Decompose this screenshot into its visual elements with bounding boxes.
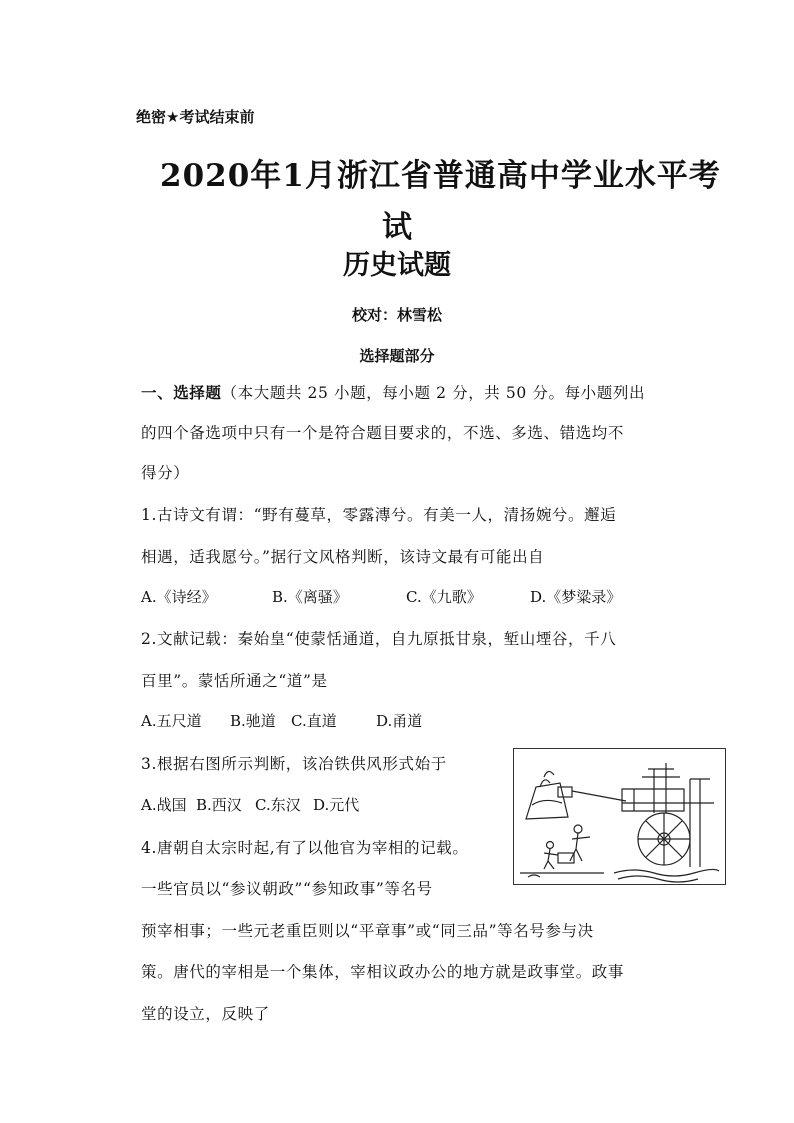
question-3-option-c: C.东汉 <box>255 796 301 814</box>
iron-smelting-illustration <box>513 748 726 885</box>
question-1-option-b: B.《离骚》 <box>272 588 348 606</box>
question-2-option-a: A.五尺道 <box>141 712 202 730</box>
air-pipe <box>572 791 626 801</box>
water-bellows-drawing <box>514 749 725 884</box>
question-2-line1: 2.文献记载：秦始皇“使蒙恬通道，自九原抵甘泉，堑山堙谷，千八 <box>141 630 617 648</box>
proofreader: 校对：林雪松 <box>351 306 442 324</box>
question-2-option-b: B.驰道 <box>230 712 276 730</box>
confidential-label: 绝密★考试结束前 <box>136 108 255 126</box>
question-1-option-d: D.《梦粱录》 <box>530 588 622 606</box>
question-3-option-d: D.元代 <box>313 796 360 814</box>
instructions-text: （本大题共 25 小题，每小题 2 分，共 50 分。每小题列出 <box>221 384 646 402</box>
question-3-option-a: A.战国 <box>141 796 187 814</box>
section-title: 选择题部分 <box>359 347 435 365</box>
exam-title-line1: 2020年1月浙江省普通高中学业水平考 <box>160 158 721 194</box>
question-2-option-c: C.直道 <box>291 712 337 730</box>
question-4-line2: 一些官员以“参议朝政”“参知政事”等名号 <box>141 880 433 898</box>
instructions-line1 <box>141 381 645 403</box>
instructions-line3: 得分） <box>141 464 190 482</box>
question-2-line2: 百里”。蒙恬所通之“道”是 <box>141 672 328 690</box>
question-1-line1: 1.古诗文有谓：“野有蔓草，零露漙兮。有美一人，清扬婉兮。邂逅 <box>141 506 617 524</box>
question-4-line5: 堂的设立，反映了 <box>141 1005 270 1023</box>
exam-title-line2: 试 <box>382 210 412 245</box>
question-1-option-a: A.《诗经》 <box>141 588 217 606</box>
instructions-line2: 的四个备选项中只有一个是符合题目要求的，不选、多选、错选均不 <box>141 424 625 442</box>
question-4-line4: 策。唐代的宰相是一个集体，宰相议政办公的地方就是政事堂。政事 <box>141 963 625 981</box>
question-4-line1: 4.唐朝自太宗时起,有了以他官为宰相的记载。 <box>141 839 469 857</box>
question-1-option-c: C.《九歌》 <box>406 588 482 606</box>
question-3-line1: 3.根据右图所示判断，该冶铁供风形式始于 <box>141 755 447 773</box>
question-2-option-d: D.甬道 <box>376 712 423 730</box>
question-3-option-b: B.西汉 <box>196 796 242 814</box>
question-4-line3: 预宰相事；一些元老重臣则以“平章事”或“同三品”等名号参与决 <box>141 922 594 940</box>
question-1-line2: 相遇，适我愿兮。”据行文风格判断，该诗文最有可能出自 <box>141 548 545 566</box>
subject-title: 历史试题 <box>343 250 451 281</box>
instructions-heading: 一、选择题 <box>141 384 222 402</box>
